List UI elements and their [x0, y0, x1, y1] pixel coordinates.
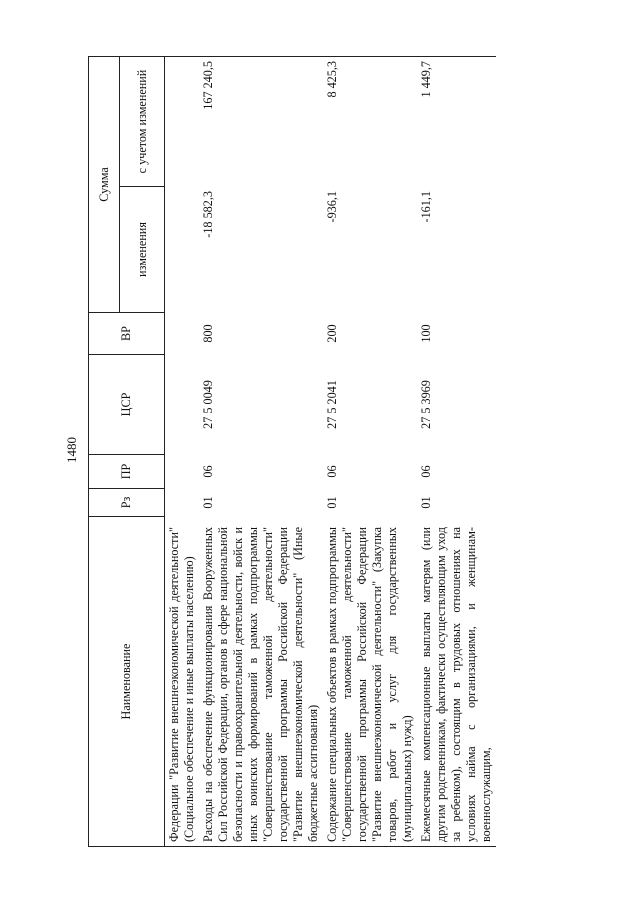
header-vr: ВР	[89, 313, 165, 355]
row-rz: 01	[325, 496, 339, 509]
row-change: -18 582,3	[201, 191, 215, 238]
row-change: -161,1	[419, 191, 433, 223]
budget-table	[88, 56, 496, 847]
row-pr: 06	[419, 465, 433, 478]
row-total: 167 240,5	[199, 56, 323, 186]
row-total	[165, 56, 200, 186]
header-with-change: с учетом изменений	[120, 56, 165, 186]
row-vr	[165, 313, 200, 355]
row-csr: 27 5 2041	[325, 380, 339, 429]
table-row	[165, 56, 200, 846]
row-name: Федерации "Развитие внешнеэкономической деятельности" (Социальное обеспечение и иные выплаты населению)	[165, 517, 200, 847]
table-row	[199, 56, 323, 846]
row-csr: 27 5 3969	[419, 380, 433, 429]
row-rz: 01	[201, 496, 215, 509]
header-name: Наименование	[89, 517, 165, 847]
row-change: -936,1	[325, 191, 339, 223]
header-rz: Рз	[89, 489, 165, 517]
row-csr	[165, 355, 200, 455]
header-csr: ЦСР	[89, 355, 165, 455]
row-vr: 800	[201, 324, 215, 343]
row-name: Содержание специальных объектов в рамках подпрограммы "Совершенствование таможенной деятельности" государственной программы Российской Федерации "Развитие внешнеэкономической деятельности" (Закупка товаров, работ и услуг для государственных (муниципальных) нужд)	[323, 517, 417, 847]
header-sum: Сумма	[89, 56, 120, 312]
row-rz: 01	[419, 496, 433, 509]
table-row	[323, 56, 417, 846]
row-rz	[165, 489, 200, 517]
page-number: 1480	[64, 437, 79, 463]
row-pr: 06	[201, 465, 215, 478]
row-pr: 06	[325, 465, 339, 478]
row-change	[165, 187, 200, 313]
row-total: 8 425,3	[323, 56, 417, 186]
row-vr: 100	[419, 324, 433, 343]
row-pr	[165, 455, 200, 489]
row-vr: 200	[325, 324, 339, 343]
row-total: 1 449,7	[417, 56, 496, 186]
header-change: изменения	[120, 187, 165, 313]
table-row	[417, 56, 496, 846]
header-pr: ПР	[89, 455, 165, 489]
row-name: Ежемесячные компенсационные выплаты матерям (или другим родственникам, фактически осуществляющим уход за ребенком), состоящим в трудовых отношениях на условиях найма с организациями, и женщинам-военнослужащим,	[417, 517, 496, 847]
row-csr: 27 5 0049	[201, 380, 215, 429]
row-name: Расходы на обеспечение функционирования Вооруженных Сил Российской Федерации, органов в сфере национальной безопасности и правоохранительной деятельности, войск и иных воинских формирований в рамках подпрограммы "Совершенствование таможенной деятельности" государственной программы Российской Федерации "Развитие внешнеэкономической деятельности" (Иные бюджетные ассигнования)	[199, 517, 323, 847]
